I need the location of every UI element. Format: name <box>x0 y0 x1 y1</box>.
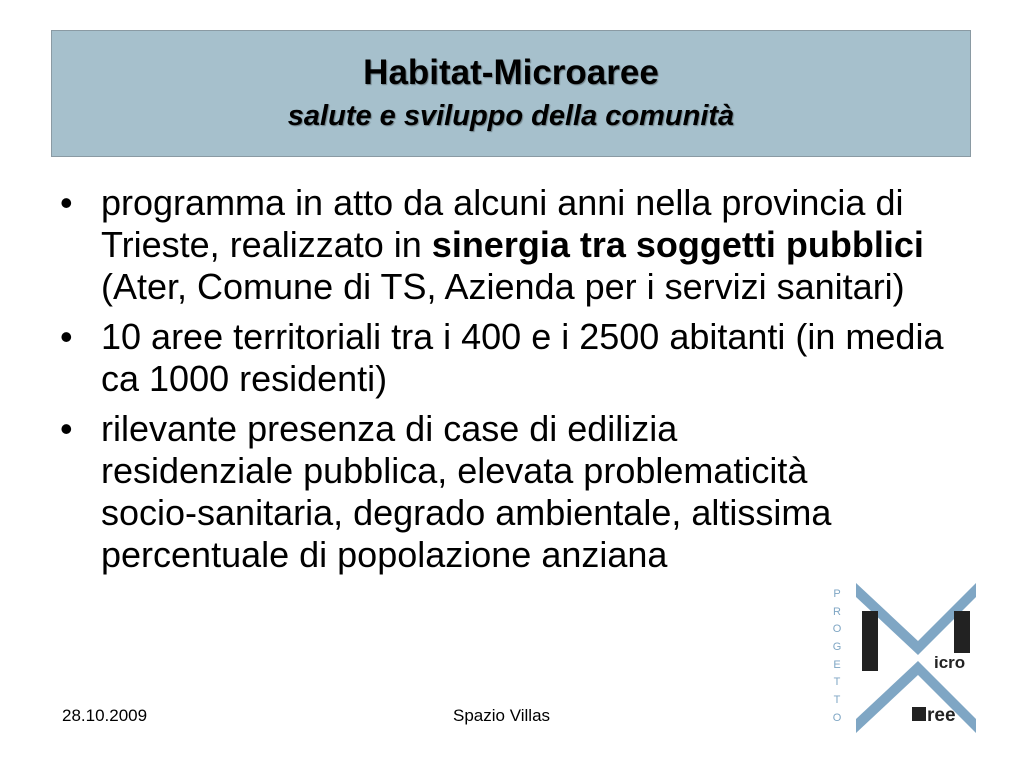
progetto-microaree-logo <box>826 583 976 733</box>
slide-title: Habitat-Microaree <box>363 53 659 92</box>
bullet-item <box>60 182 980 308</box>
logo-word-bottom: ree <box>927 705 956 726</box>
footer-date: 28.10.2009 <box>62 706 148 725</box>
logo-m-right-bar <box>954 611 970 653</box>
logo-square <box>912 707 926 721</box>
bullet-list <box>60 182 980 584</box>
bullet-item <box>60 408 861 576</box>
bullet-text: 10 aree territoriali tra i 400 e i 2500 abitanti (in media ca 1000 residenti) <box>101 316 944 399</box>
bullet-marker: • <box>60 408 73 449</box>
bullet-marker: • <box>60 182 73 223</box>
footer-title: Spazio Villas <box>453 706 551 725</box>
bullet-text-bold: sinergia tra soggetti pubblici <box>431 224 924 265</box>
bullet-item <box>60 316 980 400</box>
title-banner <box>51 30 971 157</box>
logo-word-top: icro <box>934 653 966 672</box>
logo-m-left-bar <box>862 611 878 671</box>
logo-vertical-text: P R O G E T T O <box>832 588 842 724</box>
bullet-text: (Ater, Comune di TS, Azienda per i servizi sanitari) <box>101 266 905 307</box>
slide-subtitle: salute e sviluppo della comunità <box>287 100 735 132</box>
bullet-marker: • <box>60 316 73 357</box>
bullet-text: programma in atto da alcuni anni nella provincia di Trieste, realizzato in <box>101 182 904 265</box>
bullet-text: rilevante presenza di case di edilizia residenziale pubblica, elevata problematicità socio-sanitaria, degrado ambientale, altissima percentuale di popolazione anziana <box>101 408 832 575</box>
